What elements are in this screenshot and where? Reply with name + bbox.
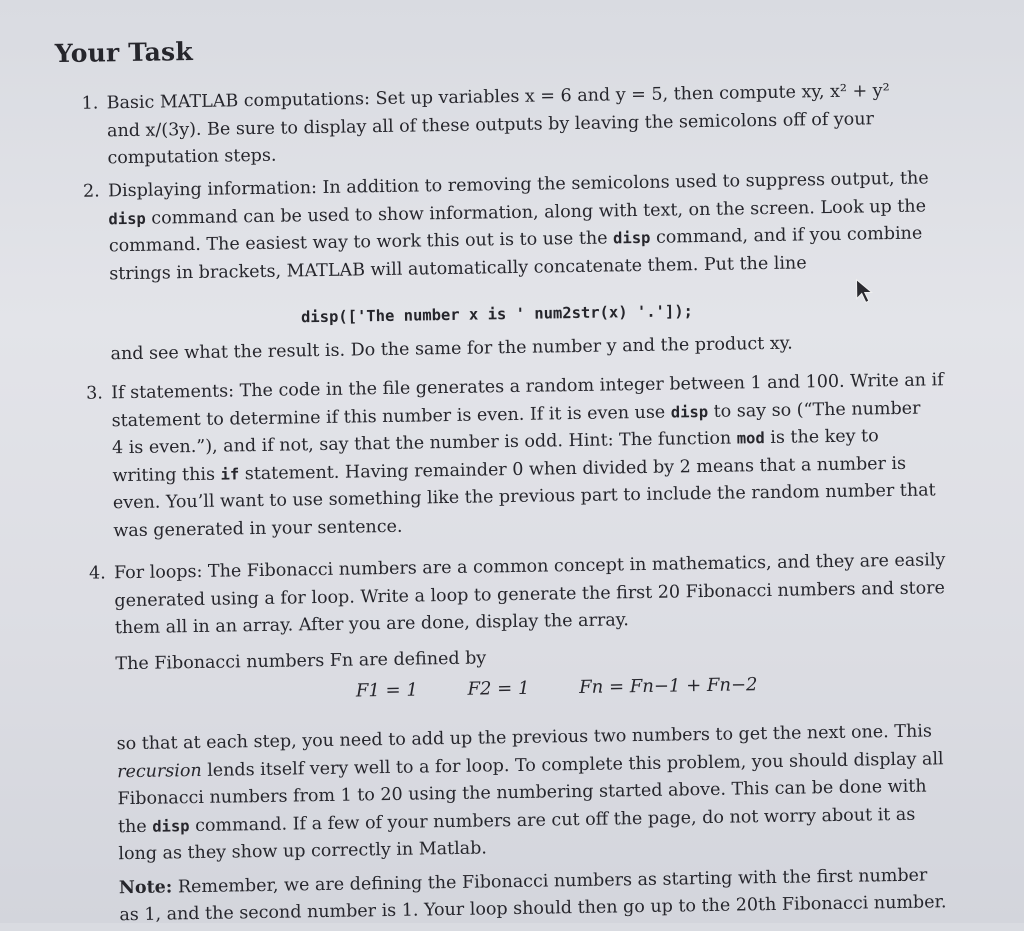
mouse-pointer-icon [854,278,874,304]
note-line-1-text: Remember, we are defining the Fibonacci numbers as starting with the first number [172,865,928,897]
item-3-line-3-text-b: is the key to [764,426,879,449]
item-4-line-7: Fibonacci numbers from 1 to 20 using the numbering started above. This can be done with [117,776,927,810]
disp-keyword: disp [108,209,146,228]
note-line-2: as 1, and the second number is 1. Your loop should then go up to the 20th Fibonacci number. [119,892,947,926]
note-label: Note: [118,876,173,898]
item-4-line-6-text: lends itself very well to a for loop. To complete this problem, you should display all [201,748,944,781]
if-keyword: if [220,464,240,484]
item-2-line-1: Displaying information: In addition to removing the semicolons used to suppress output, the [107,168,929,202]
item-2-line-3-text-b: command, and if you combine [650,223,923,248]
item-4-text [114,546,996,678]
item-3-line-6: was generated in your sentence. [113,516,403,541]
item-4-line-9: long as they show up correctly in Matlab. [118,838,488,865]
formula-f1: F1 = 1 [355,679,418,702]
item-2-line-3-text-a: command. The easiest way to work this out is to use the [108,228,614,257]
item-1-line-3: computation steps. [107,145,277,169]
formula-fn: Fn = Fn−1 + Fn−2 [579,674,758,698]
disp-keyword: disp [612,228,651,248]
item-4-number: 4. [88,563,106,584]
item-2-text [108,165,990,289]
item-1-label: Basic MATLAB computations: [106,89,371,114]
item-1-text [106,77,987,173]
item-2-number: 2. [82,181,100,202]
disp-keyword: disp [670,402,709,422]
item-4-line-4: The Fibonacci numbers Fn are defined by [115,647,487,674]
item-3-number: 3. [86,383,104,404]
item-1-line-2: and x/(3y). Be sure to display all of these outputs by leaving the semicolons off of your [106,108,875,141]
item-3-text [111,366,993,545]
item-2-line-5: and see what the result is. Do the same for the number y and the product xy. [110,333,793,365]
mod-keyword: mod [736,429,765,448]
item-4-line-8-text-b: command. If a few of your numbers are cut off the page, do not worry about it as [189,804,916,836]
item-1-number: 1. [81,93,99,114]
disp-keyword: disp [152,816,190,836]
item-3-line-2-text-a: statement to determine if this number is even. If it is even use [111,402,671,431]
item-1-line-1-text: Set up variables x = 6 and y = 5, then compute xy, x² + y² [375,81,890,110]
recursion-word: recursion [116,760,202,782]
item-4-line-1: For loops: The Fibonacci numbers are a common concept in mathematics, and they are easily [113,550,946,584]
item-3-line-4-text-a: writing this [112,464,221,486]
item-3-line-2-text-b: to say so (“The number [707,398,921,422]
item-3-line-5: even. You’ll want to use something like the previous part to include the random number that [112,480,936,514]
item-4-line-3: them all in an array. After you are done, display the array. [114,610,629,639]
page-title: Your Task [54,36,194,69]
item-3-line-1: If statements: The code in the file generates a random integer between 1 and 100. Write an if [111,370,944,404]
fibonacci-formula [356,673,802,701]
item-4-continued [117,717,1000,929]
item-4-line-2: generated using a for loop. Write a loop to generate the first 20 Fibonacci numbers and store [114,577,946,611]
disp-code-example: disp(['The number x is ' num2str(x) '.']); [300,302,694,327]
item-2-line-4: strings in brackets, MATLAB will automatically concatenate them. Put the line [109,252,807,284]
item-4-line-5: so that at each step, you need to add up the previous two numbers to get the next one. This [116,721,933,755]
item-4-line-8-text-a: the [117,816,153,837]
item-2-line-2-text: command can be used to show information, along with text, on the screen. Look up the [145,195,927,229]
formula-f2: F2 = 1 [467,677,530,700]
item-3-line-4-text-b: statement. Having remainder 0 when divided by 2 means that a number is [239,453,907,484]
item-3-line-3-text-a: 4 is even.”), and if not, say that the number is odd. Hint: The function [111,428,737,459]
